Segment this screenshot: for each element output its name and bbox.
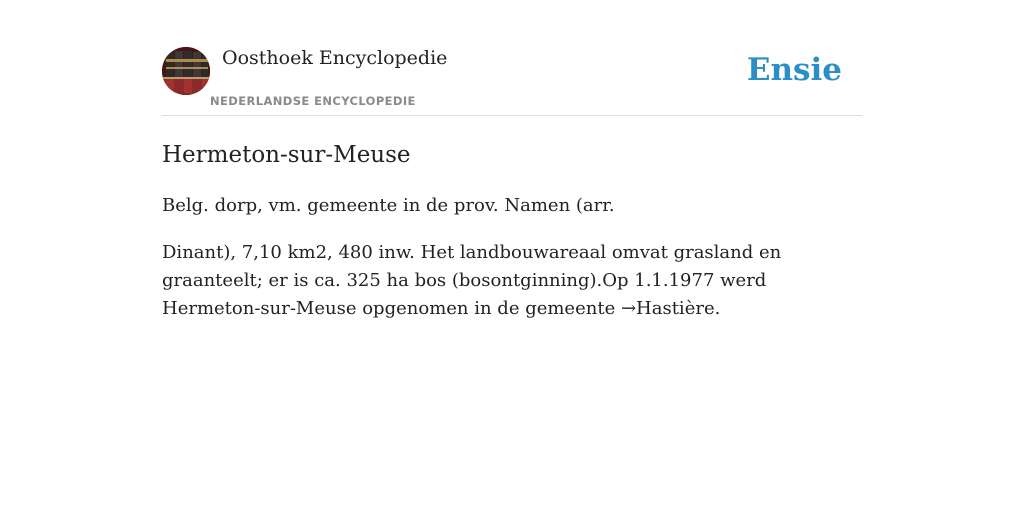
site-subtitle: NEDERLANDSE ENCYCLOPEDIE — [210, 94, 416, 108]
article-paragraph-2-text: Dinant), 7,10 km2, 480 inw. Het landbouwareaal omvat grasland en graanteelt; er is ca. 325 ha bos (bosontginning).Op 1.1.1977 werd Hermeton-sur-Meuse opgenomen in de gemeente — [162, 242, 782, 319]
article-paragraph-1: Belg. dorp, vm. gemeente in de prov. Namen (arr. — [162, 195, 615, 216]
article-paragraph-2 — [162, 239, 862, 323]
page — [162, 0, 862, 512]
article-title: Hermeton-sur-Meuse — [162, 142, 411, 168]
site-title-link[interactable]: Oosthoek Encyclopedie — [222, 47, 448, 69]
ensie-logo-link[interactable]: Ensie — [746, 52, 842, 88]
article-paragraph-2-end: . — [714, 298, 721, 319]
hastiere-link[interactable]: →Hastière — [620, 298, 715, 319]
encyclopedia-books-icon[interactable] — [162, 47, 210, 95]
header — [162, 0, 862, 116]
